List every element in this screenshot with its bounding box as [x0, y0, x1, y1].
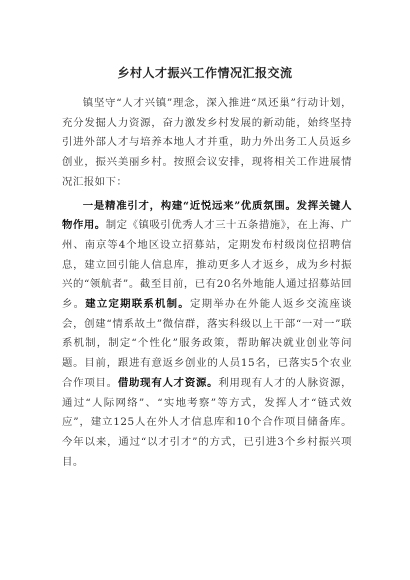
section1-paragraph [62, 197, 352, 473]
document-title: 乡村人才振兴工作情况汇报交流 [117, 66, 293, 80]
section1-heading2: 建立定期联系机制。 [85, 298, 190, 311]
section1-text3: 利用现有人才的人脉资源，通过“人际网络”、“实地考察”等方式，发挥人才“链式效应”，建立125人在外人才信息库和10个合作项目储备库。今年以来，通过“以才引才”的方式，已引进3个乡村振兴项目。 [62, 376, 353, 468]
section1-text1: 制定《镇吸引优秀人才三十五条措施》，在上海、广州、南京等4个地区设立招募站，定期发布村级岗位招聘信息，建立回引能人信息库，推动更多人才返乡，成为乡村振兴的“领航者”。截至目前，已有20名外地能人通过招募站回乡。 [62, 219, 352, 311]
section1-heading3: 借助现有人才资源。 [117, 376, 219, 389]
section1-text2: 定期举办在外能人返乡交流座谈会，创建“情系故土”微信群，落实科级以上干部“一对一”联系机制，制定“个性化”服务政策，帮助解决就业创业等问题。目前，跟进有意返乡创业的人员15名，已落实5个农业合作项目。 [62, 298, 353, 389]
document-body [62, 94, 352, 472]
section1-heading: 一是精准引才，构建“近悦远来”优质氛围。发挥关键人物作用。 [62, 199, 352, 232]
intro-paragraph: 镇坚守“人才兴镇”理念，深入推进“凤还巢”行动计划，充分发掘人力资源，奋力激发乡村发展的新动能，始终坚持引进外部人才与培养本地人才并重，助力外出务工人员返乡创业，振兴美丽乡村。按照会议安排，现将相关工作进展情况汇报如下： [62, 97, 352, 188]
